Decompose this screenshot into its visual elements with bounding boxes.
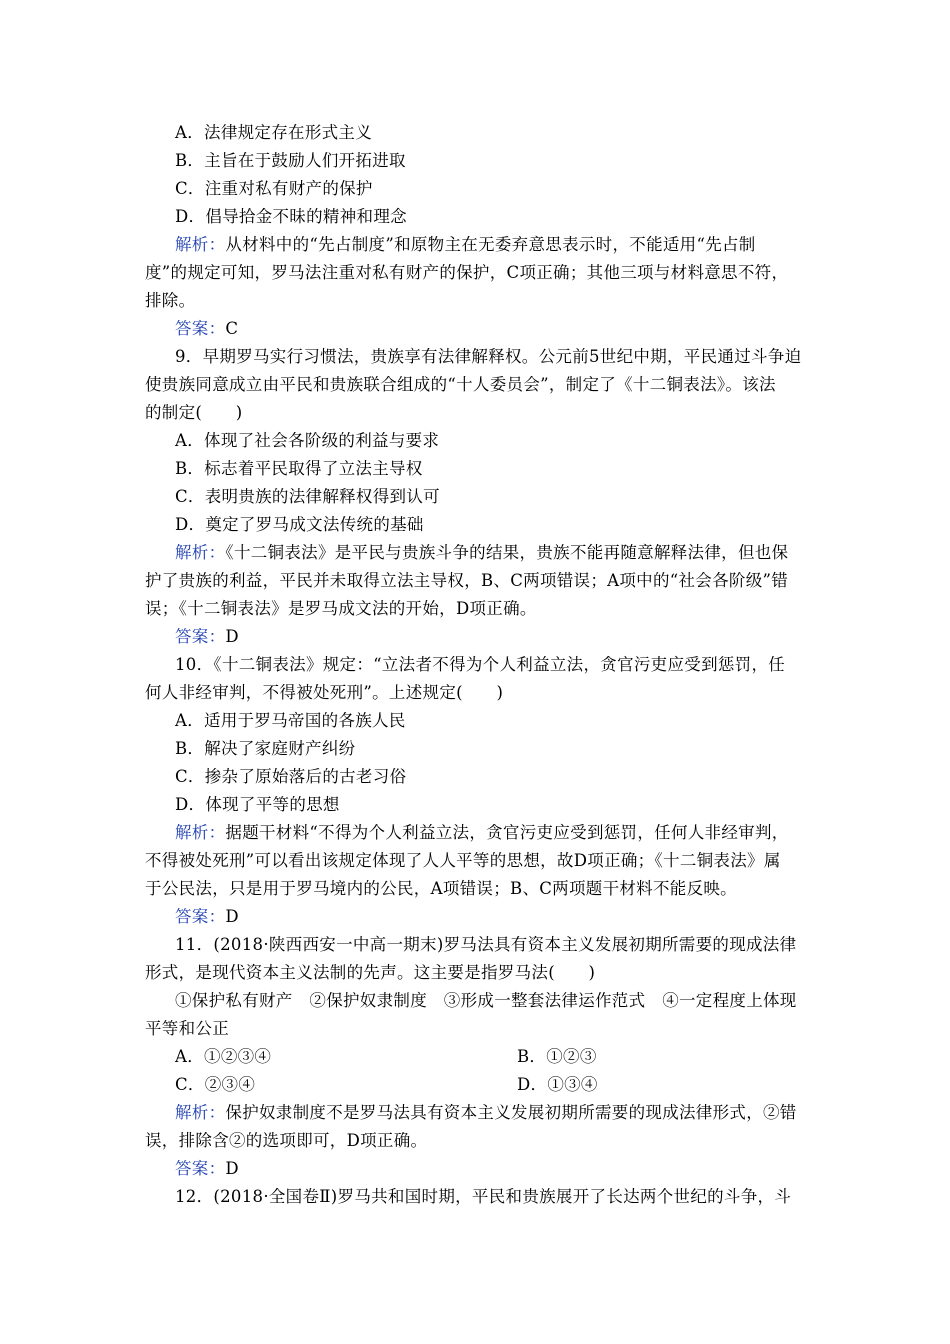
- q8-option-d: D．倡导拾金不昧的精神和理念: [175, 207, 407, 226]
- q11-analysis-line: 误，排除含②的选项即可，D项正确。: [145, 1131, 428, 1150]
- q10-option-d: D．体现了平等的思想: [175, 795, 340, 814]
- q9-option-c: C．表明贵族的法律解释权得到认可: [175, 487, 440, 506]
- answer-label: 答案：: [175, 627, 226, 646]
- q9-stem: 9．早期罗马实行习惯法，贵族享有法律解释权。公元前5世纪中期，平民通过斗争迫: [175, 347, 802, 366]
- q8-option-a: A．法律规定存在形式主义: [175, 123, 373, 142]
- answer-label: 答案：: [175, 1159, 226, 1178]
- analysis-label: 解析：: [175, 823, 226, 842]
- q11-items: 平等和公正: [145, 1019, 229, 1038]
- q11-option-b: B．①②③: [517, 1047, 597, 1066]
- analysis-text: 《十二铜表法》是平民与贵族斗争的结果，贵族不能再随意解释法律，但也保: [225, 543, 789, 562]
- analysis-label: 解析：: [175, 543, 226, 562]
- answer-value: D: [225, 1159, 239, 1178]
- q8-option-b: B．主旨在于鼓励人们开拓进取: [175, 151, 406, 170]
- q8-analysis-line: 度”的规定可知，罗马法注重对私有财产的保护，C项正确；其他三项与材料意思不符，: [145, 263, 789, 282]
- answer-label: 答案：: [175, 319, 226, 338]
- q8-analysis-line: 排除。: [145, 291, 196, 310]
- q11-analysis-line: [175, 1103, 840, 1123]
- q11-option-c: C．②③④: [175, 1075, 256, 1094]
- q11-option-d: D．①③④: [517, 1075, 598, 1094]
- answer-value: C: [225, 319, 239, 338]
- analysis-text: 从材料中的“先占制度”和原物主在无委弃意思表示时，不能适用“先占制: [225, 235, 756, 254]
- q9-stem: 使贵族同意成立由平民和贵族联合组成的“十人委员会”，制定了《十二铜表法》。该法: [145, 375, 776, 394]
- answer-value: D: [225, 627, 239, 646]
- q9-stem: 的制定( ): [145, 403, 243, 422]
- analysis-label: 解析：: [175, 235, 226, 254]
- q10-stem: 何人非经审判，不得被处死刑”。上述规定( ): [145, 683, 504, 702]
- analysis-text: 保护奴隶制度不是罗马法具有资本主义发展初期所需要的现成法律形式，②错: [225, 1103, 797, 1122]
- q8-answer-line: [175, 319, 840, 339]
- q11-option-a: A．①②③④: [175, 1047, 272, 1066]
- q11-answer-line: [175, 1159, 840, 1179]
- q8-option-c: C．注重对私有财产的保护: [175, 179, 373, 198]
- q10-stem: 10．《十二铜表法》规定：“立法者不得为个人利益立法，贪官污吏应受到惩罚，任: [175, 655, 786, 674]
- q9-analysis-line: [175, 543, 840, 563]
- analysis-text: 据题干材料“不得为个人利益立法，贪官污吏应受到惩罚，任何人非经审判，: [225, 823, 789, 842]
- q11-items: ①保护私有财产 ②保护奴隶制度 ③形成一整套法律运作范式 ④一定程度上体现: [175, 991, 797, 1010]
- q10-option-b: B．解决了家庭财产纠纷: [175, 739, 356, 758]
- analysis-label: 解析：: [175, 1103, 226, 1122]
- q12-stem: 12．(2018·全国卷Ⅱ)罗马共和国时期，平民和贵族展开了长达两个世纪的斗争，斗: [175, 1187, 792, 1206]
- q9-option-b: B．标志着平民取得了立法主导权: [175, 459, 423, 478]
- q9-option-d: D．奠定了罗马成文法传统的基础: [175, 515, 424, 534]
- q10-option-c: C．掺杂了原始落后的古老习俗: [175, 767, 407, 786]
- q10-answer-line: [175, 907, 840, 927]
- q9-analysis-line: 误；《十二铜表法》是罗马成文法的开始，D项正确。: [145, 599, 537, 618]
- q8-analysis-line: [175, 235, 840, 255]
- q10-analysis-line: 不得被处死刑”可以看出该规定体现了人人平等的思想，故D项正确；《十二铜表法》属: [145, 851, 781, 870]
- q9-answer-line: [175, 627, 840, 647]
- q9-analysis-line: 护了贵族的利益，平民并未取得立法主导权，B、C两项错误；A项中的“社会各阶级”错: [145, 571, 789, 590]
- q9-option-a: A．体现了社会各阶级的利益与要求: [175, 431, 440, 450]
- q11-stem: 11．(2018·陕西西安一中高一期末)罗马法具有资本主义发展初期所需要的现成法律: [175, 935, 797, 954]
- answer-label: 答案：: [175, 907, 226, 926]
- q11-stem: 形式，是现代资本主义法制的先声。这主要是指罗马法( ): [145, 963, 596, 982]
- q10-option-a: A．适用于罗马帝国的各族人民: [175, 711, 406, 730]
- q10-analysis-line: 于公民法，只是用于罗马境内的公民，A项错误；B、C两项题干材料不能反映。: [145, 879, 737, 898]
- answer-value: D: [225, 907, 239, 926]
- q10-analysis-line: [175, 823, 840, 843]
